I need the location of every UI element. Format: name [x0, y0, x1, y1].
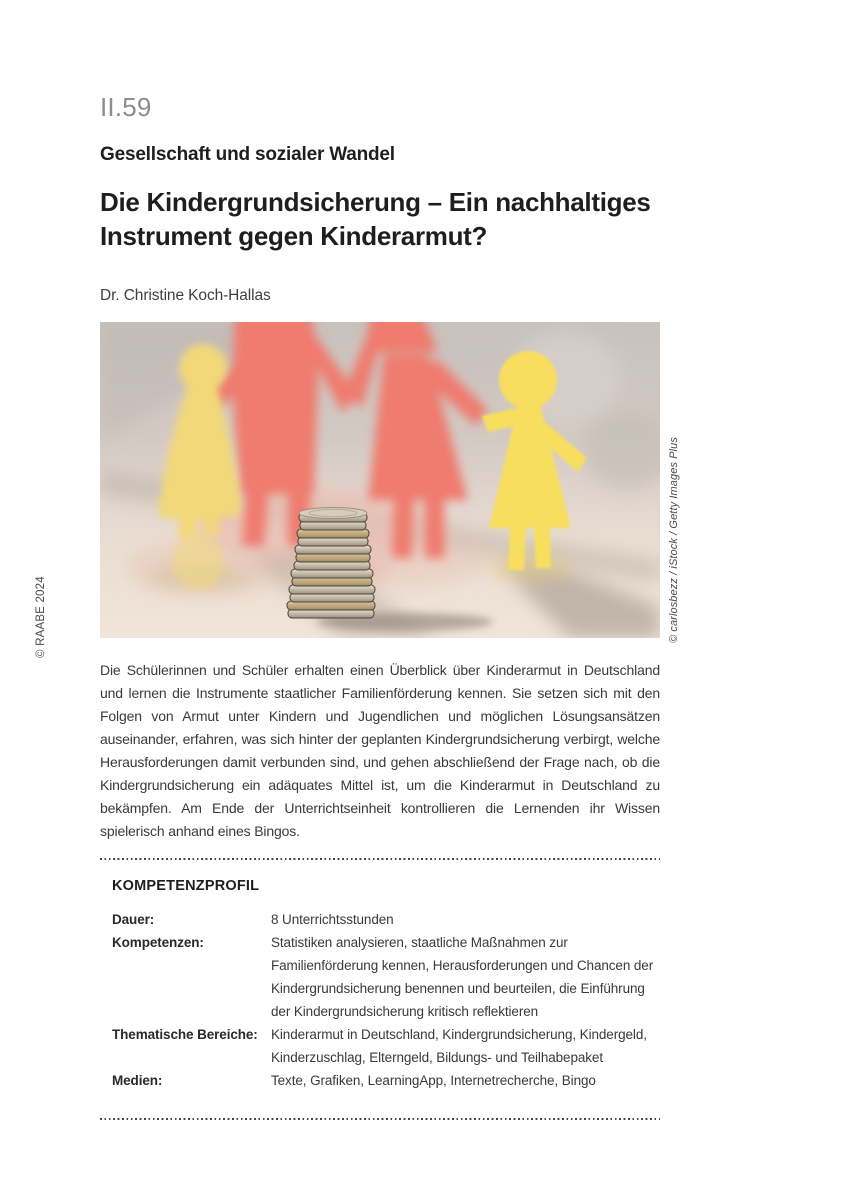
family-coins-photo	[100, 322, 660, 638]
row-label: Medien:	[112, 1073, 163, 1088]
kompetenzprofil-row-medien	[112, 1069, 660, 1092]
row-label: Kompetenzen:	[112, 935, 204, 950]
content-column	[100, 659, 660, 1120]
unit-code: II.59	[100, 92, 152, 122]
row-value: Statistiken analysieren, staatliche Maßnahmen zur Familienförderung kennen, Herausforderungen und Chancen der Kindergrundsicherung benennen und beurteilen, die Einführung der Kindergrundsicherung kritisch reflektieren	[271, 935, 654, 1019]
row-value: 8 Unterrichtsstunden	[271, 912, 394, 927]
family-coins-photo-graphic	[100, 322, 660, 638]
document-title-line-1: Die Kindergrundsicherung – Ein nachhaltiges	[100, 187, 651, 217]
intro-paragraph: Die Schülerinnen und Schüler erhalten einen Überblick über Kinderarmut in Deutschland und lernen die Instrumente staatlicher Familienförderung kennen. Sie setzen sich mit den Folgen von Armut unter Kindern und Jugendlichen und möglichen Lösungsansätzen auseinander, erfahren, was sich hinter der geplanten Kindergrundsicherung verbirgt, welche Herausforderungen damit verbunden sind, und gehen abschließend der Frage nach, ob die Kindergrundsicherung ein adäquates Mittel ist, um die Kinderarmut in Deutschland zu bekämpfen. Am Ende der Unterrichtseinheit kontrollieren die Lernenden ihr Wissen spielerisch anhand eines Bingos.	[100, 662, 660, 839]
kompetenzprofil-row-kompetenzen	[112, 931, 660, 1023]
document-title-line-2: Instrument gegen Kinderarmut?	[100, 221, 488, 251]
row-label: Dauer:	[112, 912, 155, 927]
kompetenzprofil-table	[100, 908, 660, 1092]
row-value: Texte, Grafiken, LearningApp, Internetrecherche, Bingo	[271, 1073, 596, 1088]
dotted-divider-top	[100, 858, 660, 860]
document-title	[100, 185, 700, 253]
row-label: Thematische Bereiche:	[112, 1027, 258, 1042]
series-title: Gesellschaft und sozialer Wandel	[100, 144, 395, 165]
row-value: Kinderarmut in Deutschland, Kindergrundsicherung, Kindergeld, Kinderzuschlag, Elterngeld, Bildungs- und Teilhabepaket	[271, 1027, 647, 1065]
dotted-divider-bottom	[100, 1118, 660, 1120]
kompetenzprofil-row-thematische-bereiche	[112, 1023, 660, 1069]
publisher-copyright: © RAABE 2024	[35, 576, 47, 658]
photo-credit: © carlosbezz / iStock / Getty Images Plus	[668, 437, 680, 643]
kompetenzprofil-heading: KOMPETENZPROFIL	[112, 878, 260, 894]
kompetenzprofil-row-dauer	[112, 908, 660, 931]
author-name: Dr. Christine Koch-Hallas	[100, 287, 271, 304]
